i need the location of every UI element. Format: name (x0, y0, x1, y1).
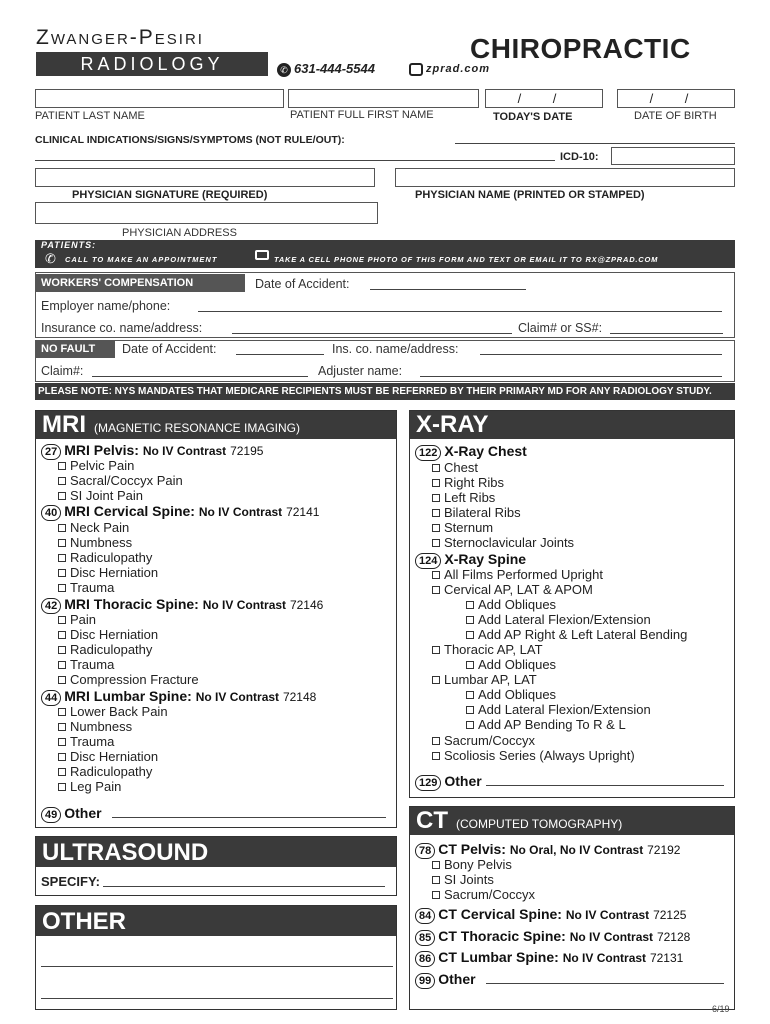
option-label: Pain (70, 612, 97, 627)
physician-address-label: PHYSICIAN ADDRESS (122, 227, 237, 239)
code-badge: 99 (415, 973, 435, 989)
other-line-2[interactable] (41, 998, 393, 999)
icd10-label: ICD-10: (560, 151, 599, 163)
checkbox-icon[interactable] (58, 477, 66, 485)
checkbox-icon[interactable] (432, 494, 440, 502)
other-section (35, 905, 397, 1010)
xray-chest-option[interactable] (432, 535, 574, 550)
ct-pelvis-option[interactable] (432, 857, 512, 872)
checkbox-icon[interactable] (58, 661, 66, 669)
mri-thoracic-option[interactable] (58, 612, 96, 627)
cpt-code: 72148 (282, 690, 317, 704)
contrast-note: No IV Contrast (195, 690, 280, 704)
mri-cervical-option[interactable] (58, 535, 132, 550)
option-label: Leg Pain (70, 779, 122, 794)
option-label: Radiculopathy (70, 550, 153, 565)
option-label: Radiculopathy (70, 642, 153, 657)
checkbox-icon[interactable] (58, 462, 66, 470)
mri-lumbar-option[interactable] (58, 749, 158, 764)
exam-name: CT Pelvis: (438, 841, 506, 857)
ct-title: CT (416, 807, 448, 834)
checkbox-icon[interactable] (432, 646, 440, 654)
checkbox-icon[interactable] (466, 616, 474, 624)
physician-name-label: PHYSICIAN NAME (PRINTED OR STAMPED) (415, 189, 645, 201)
xray-spine-suboption[interactable] (466, 717, 626, 732)
mri-lumbar-option[interactable] (58, 704, 168, 719)
exam-name: CT Thoracic Spine: (438, 928, 566, 944)
xray-chest-header[interactable] (415, 443, 527, 461)
todays-date-field[interactable] (485, 89, 603, 108)
xray-header: X-RAY (410, 411, 734, 439)
clinical-indications-label: CLINICAL INDICATIONS/SIGNS/SYMPTOMS (NOT RULE/OUT): (35, 134, 345, 146)
checkbox-icon[interactable] (58, 753, 66, 761)
todays-date-separators: / / (517, 91, 571, 106)
code-badge: 129 (415, 775, 441, 791)
nf-adjuster-line[interactable] (420, 376, 722, 377)
option-label: Sacrum/Coccyx (444, 733, 536, 748)
checkbox-icon[interactable] (466, 601, 474, 609)
phone-handset-icon: ✆ (45, 251, 56, 266)
photo-instruction-text: TAKE A CELL PHONE PHOTO OF THIS FORM AND TEXT OR EMAIL IT TO RX@ZPRAD.COM (274, 255, 659, 264)
mri-cervical-option[interactable] (58, 520, 129, 535)
cpt-code: 72128 (656, 930, 691, 944)
xray-spine-option[interactable] (432, 582, 593, 597)
option-label: Scoliosis Series (Always Upright) (444, 748, 635, 763)
exam-name: CT Lumbar Spine: (438, 949, 559, 965)
brand-radiology-badge: RADIOLOGY (36, 52, 268, 76)
physician-name-field[interactable] (395, 168, 735, 187)
exam-name: MRI Thoracic Spine: (64, 596, 199, 612)
patient-first-name-field[interactable] (288, 89, 479, 108)
option-label: Sacral/Coccyx Pain (70, 473, 183, 488)
website: zprad.com (426, 63, 491, 75)
cpt-code: 72141 (286, 505, 320, 519)
xray-spine-suboption[interactable] (466, 702, 651, 717)
option-label: Disc Herniation (70, 749, 159, 764)
option-label: Add AP Bending To R & L (478, 717, 626, 732)
exam-name: Other (64, 805, 102, 821)
ct-pelvis-option[interactable] (432, 887, 535, 902)
mri-lumbar-option[interactable] (58, 779, 121, 794)
workers-comp-tag: WORKERS' COMPENSATION (35, 274, 245, 292)
option-label: Sternum (444, 520, 494, 535)
checkbox-icon[interactable] (432, 479, 440, 487)
mri-lumbar-option[interactable] (58, 764, 152, 779)
xray-spine-suboption[interactable] (466, 597, 556, 612)
checkbox-icon[interactable] (432, 737, 440, 745)
checkbox-icon[interactable] (58, 631, 66, 639)
no-fault-tag: NO FAULT (35, 341, 115, 358)
wc-date-line[interactable] (370, 289, 526, 290)
code-badge: 86 (415, 951, 435, 967)
clinical-indications-line-1[interactable] (455, 143, 735, 144)
option-label: Lower Back Pain (70, 704, 168, 719)
physician-signature-label: PHYSICIAN SIGNATURE (REQUIRED) (72, 189, 268, 201)
wc-insurance-label: Insurance co. name/address: (41, 321, 203, 335)
option-label: Add Obliques (478, 597, 557, 612)
mri-thoracic-option[interactable] (58, 627, 158, 642)
patients-bar (35, 240, 735, 268)
checkbox-icon[interactable] (432, 586, 440, 594)
xray-spine-suboption[interactable] (466, 627, 687, 642)
nf-ins-line[interactable] (480, 354, 722, 355)
checkbox-icon[interactable] (58, 554, 66, 562)
camera-icon (255, 250, 269, 260)
checkbox-icon[interactable] (58, 584, 66, 592)
checkbox-icon[interactable] (466, 631, 474, 639)
xray-spine-suboption[interactable] (466, 657, 556, 672)
cpt-code: 72192 (647, 843, 681, 857)
code-badge: 44 (41, 690, 61, 706)
ct-thoracic-header[interactable] (415, 928, 690, 946)
code-badge: 84 (415, 908, 435, 924)
xray-chest-option[interactable] (432, 475, 504, 490)
contrast-note: No IV Contrast (565, 908, 650, 922)
code-badge: 78 (415, 843, 435, 859)
xray-spine-option[interactable] (432, 642, 543, 657)
xray-chest-option[interactable] (432, 490, 495, 505)
option-label: All Films Performed Upright (444, 567, 603, 582)
option-label: Trauma (70, 657, 115, 672)
mri-cervical-option[interactable] (58, 550, 152, 565)
checkbox-icon[interactable] (58, 616, 66, 624)
checkbox-icon[interactable] (432, 676, 440, 684)
mri-other-header[interactable] (41, 805, 102, 823)
mri-pelvis-option[interactable] (58, 488, 143, 503)
option-label: SI Joint Pain (70, 488, 143, 503)
checkbox-icon[interactable] (432, 752, 440, 760)
checkbox-icon[interactable] (432, 539, 440, 547)
option-label: Trauma (70, 580, 115, 595)
medicare-note: PLEASE NOTE: NYS MANDATES THAT MEDICARE RECIPIENTS MUST BE REFERRED BY THEIR PRIMARY MD FOR ANY RADIOLOGY STUDY. (35, 383, 735, 400)
ct-subtitle: (COMPUTED TOMOGRAPHY) (456, 817, 623, 831)
checkbox-icon[interactable] (58, 524, 66, 532)
patient-last-name-field[interactable] (35, 89, 284, 108)
wc-date-label: Date of Accident: (255, 277, 350, 291)
option-label: Numbness (70, 719, 133, 734)
checkbox-icon[interactable] (58, 569, 66, 577)
mri-thoracic-option[interactable] (58, 657, 114, 672)
phone-icon: ✆ (277, 63, 291, 77)
checkbox-icon[interactable] (466, 706, 474, 714)
checkbox-icon[interactable] (58, 768, 66, 776)
option-label: Pelvic Pain (70, 458, 135, 473)
dob-field[interactable] (617, 89, 735, 108)
ct-lumbar-header[interactable] (415, 949, 683, 967)
option-label: Lumbar AP, LAT (444, 672, 537, 687)
option-label: SI Joints (444, 872, 494, 887)
checkbox-icon[interactable] (58, 492, 66, 500)
xray-other-line[interactable] (486, 785, 724, 786)
option-label: Add AP Right & Left Lateral Bending (478, 627, 688, 642)
ct-other-header[interactable] (415, 971, 476, 989)
checkbox-icon[interactable] (58, 708, 66, 716)
option-label: Compression Fracture (70, 672, 199, 687)
exam-name: MRI Pelvis: (64, 442, 139, 458)
ultrasound-specify-label: SPECIFY: (41, 874, 100, 889)
todays-date-label: TODAY'S DATE (493, 111, 573, 123)
xray-spine-option[interactable] (432, 748, 635, 763)
checkbox-icon[interactable] (58, 783, 66, 791)
mri-subtitle: (MAGNETIC RESONANCE IMAGING) (94, 421, 301, 435)
code-badge: 42 (41, 598, 61, 614)
code-badge: 49 (41, 807, 61, 823)
option-label: Thoracic AP, LAT (444, 642, 543, 657)
wc-employer-label: Employer name/phone: (41, 299, 171, 313)
mri-header (36, 411, 396, 439)
xray-chest-option[interactable] (432, 520, 493, 535)
wc-claim-line[interactable] (610, 333, 723, 334)
nf-date-label: Date of Accident: (122, 342, 217, 356)
appointment-text: CALL TO MAKE AN APPOINTMENT (65, 255, 218, 264)
contrast-note: No IV Contrast (562, 951, 647, 965)
mri-title: MRI (42, 411, 86, 438)
code-badge: 122 (415, 445, 441, 461)
exam-name: MRI Cervical Spine: (64, 503, 195, 519)
ultrasound-specify-line[interactable] (103, 886, 385, 887)
ct-other-line[interactable] (486, 983, 724, 984)
checkbox-icon[interactable] (58, 676, 66, 684)
checkbox-icon[interactable] (432, 509, 440, 517)
brand-name: Zwanger-Pesiri (36, 26, 204, 49)
cpt-code: 72146 (289, 598, 324, 612)
other-header: OTHER (36, 906, 396, 936)
checkbox-icon[interactable] (466, 691, 474, 699)
form-title: CHIROPRACTIC (470, 33, 691, 64)
checkbox-icon[interactable] (58, 539, 66, 547)
wc-employer-line[interactable] (198, 311, 722, 312)
code-badge: 27 (41, 444, 61, 460)
contrast-note: No Oral, No IV Contrast (509, 843, 644, 857)
contrast-note: No IV Contrast (202, 598, 287, 612)
checkbox-icon[interactable] (432, 524, 440, 532)
exam-name: MRI Lumbar Spine: (64, 688, 192, 704)
xray-spine-option[interactable] (432, 672, 537, 687)
xray-spine-suboption[interactable] (466, 612, 651, 627)
xray-other-header[interactable] (415, 773, 482, 791)
mri-cervical-option[interactable] (58, 580, 114, 595)
option-label: Chest (444, 460, 478, 475)
xray-spine-option[interactable] (432, 567, 603, 582)
code-badge: 124 (415, 553, 441, 569)
exam-name: CT Cervical Spine: (438, 906, 562, 922)
checkbox-icon[interactable] (432, 861, 440, 869)
option-label: Add Lateral Flexion/Extension (478, 612, 651, 627)
contrast-note: No IV Contrast (569, 930, 654, 944)
checkbox-icon[interactable] (466, 661, 474, 669)
xray-spine-option[interactable] (432, 733, 535, 748)
nf-claim-line[interactable] (92, 376, 308, 377)
exam-name: X-Ray Chest (444, 443, 527, 459)
phone-number: 631-444-5544 (294, 61, 375, 76)
dob-separators: / / (649, 91, 703, 106)
physician-signature-field[interactable] (35, 168, 375, 187)
checkbox-icon[interactable] (58, 646, 66, 654)
option-label: Add Obliques (478, 687, 557, 702)
ct-header (410, 807, 734, 835)
contrast-note: No IV Contrast (142, 444, 227, 458)
checkbox-icon[interactable] (432, 876, 440, 884)
ultrasound-header: ULTRASOUND (36, 837, 396, 867)
option-label: Sacrum/Coccyx (444, 887, 536, 902)
mri-pelvis-option[interactable] (58, 458, 134, 473)
code-badge: 40 (41, 505, 61, 521)
mri-thoracic-option[interactable] (58, 672, 199, 687)
option-label: Sternoclavicular Joints (444, 535, 575, 550)
option-label: Radiculopathy (70, 764, 153, 779)
dob-label: DATE OF BIRTH (634, 110, 717, 122)
mri-lumbar-option[interactable] (58, 734, 114, 749)
nf-date-line[interactable] (236, 354, 324, 355)
nf-ins-label: Ins. co. name/address: (332, 342, 459, 356)
option-label: Right Ribs (444, 475, 504, 490)
patient-first-name-label: PATIENT FULL FIRST NAME (290, 109, 434, 121)
ct-cervical-header[interactable] (415, 906, 686, 924)
clinical-indications-line-2[interactable] (35, 160, 555, 161)
option-label: Trauma (70, 734, 115, 749)
ct-pelvis-option[interactable] (432, 872, 494, 887)
xray-spine-suboption[interactable] (466, 687, 556, 702)
mri-cervical-option[interactable] (58, 565, 158, 580)
option-label: Disc Herniation (70, 565, 159, 580)
code-badge: 85 (415, 930, 435, 946)
mri-lumbar-option[interactable] (58, 719, 132, 734)
checkbox-icon[interactable] (432, 571, 440, 579)
mri-pelvis-option[interactable] (58, 473, 183, 488)
option-label: Neck Pain (70, 520, 130, 535)
contrast-note: No IV Contrast (198, 505, 283, 519)
option-label: Cervical AP, LAT & APOM (444, 582, 593, 597)
option-label: Numbness (70, 535, 133, 550)
mri-cervical-header[interactable] (41, 503, 319, 521)
mri-other-line[interactable] (112, 817, 386, 818)
option-label: Bilateral Ribs (444, 505, 521, 520)
option-label: Bony Pelvis (444, 857, 512, 872)
exam-name: Other (438, 971, 476, 987)
option-label: Disc Herniation (70, 627, 159, 642)
cpt-code: 72131 (649, 951, 684, 965)
mri-thoracic-option[interactable] (58, 642, 152, 657)
patient-last-name-label: PATIENT LAST NAME (35, 110, 145, 122)
patients-bar-title: PATIENTS: (41, 240, 97, 250)
checkbox-icon[interactable] (58, 723, 66, 731)
web-icon (409, 63, 423, 76)
nf-adjuster-label: Adjuster name: (318, 364, 403, 378)
option-label: Add Lateral Flexion/Extension (478, 702, 651, 717)
option-label: Left Ribs (444, 490, 496, 505)
other-line-1[interactable] (41, 966, 393, 967)
cpt-code: 72195 (230, 444, 264, 458)
icd10-field[interactable] (611, 147, 735, 165)
exam-name: X-Ray Spine (444, 551, 527, 567)
physician-address-field[interactable] (35, 202, 378, 224)
checkbox-icon[interactable] (432, 891, 440, 899)
checkbox-icon[interactable] (58, 738, 66, 746)
xray-chest-option[interactable] (432, 460, 478, 475)
exam-name: Other (444, 773, 482, 789)
xray-chest-option[interactable] (432, 505, 521, 520)
checkbox-icon[interactable] (432, 464, 440, 472)
cpt-code: 72125 (653, 908, 687, 922)
checkbox-icon[interactable] (466, 721, 474, 729)
wc-claim-label: Claim# or SS#: (518, 321, 603, 335)
wc-insurance-line[interactable] (232, 333, 512, 334)
nf-claim-label: Claim#: (41, 364, 84, 378)
option-label: Add Obliques (478, 657, 557, 672)
form-version: 6/19 (712, 1004, 730, 1014)
